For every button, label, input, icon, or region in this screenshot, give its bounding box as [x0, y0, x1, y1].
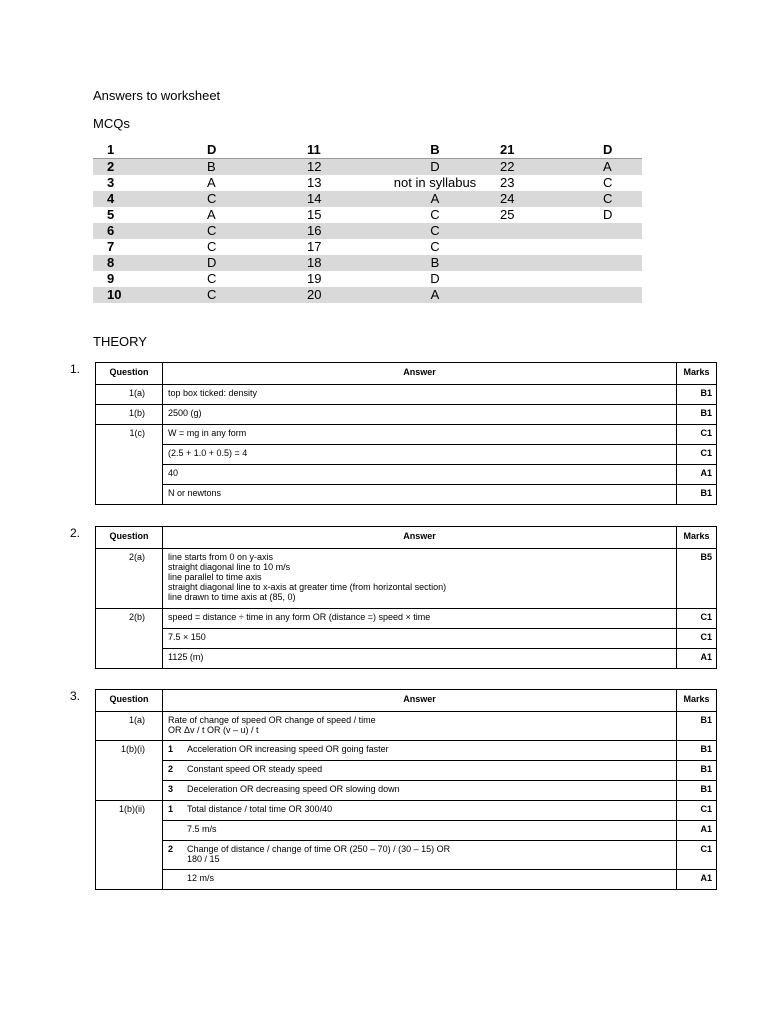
- mcq-answer-table: [93, 142, 642, 303]
- table-row: 1125 (m) A1: [96, 649, 717, 669]
- mcq-row: 2 B 12 D 22 A: [93, 159, 642, 176]
- marks-header: Marks: [677, 690, 717, 712]
- question-header: Question: [96, 363, 163, 385]
- table-row: 3 Deceleration OR decreasing speed OR slowing down B1: [96, 781, 717, 801]
- question-header: Question: [96, 527, 163, 549]
- mark-scheme-table-3: [95, 689, 717, 890]
- table-row: 2 Change of distance / change of time OR (250 – 70) / (30 – 15) OR 180 / 15 C1: [96, 841, 717, 870]
- table-row: 2(b) speed = distance ÷ time in any form OR (distance =) speed × time C1: [96, 609, 717, 629]
- question-number-2: 2.: [70, 526, 81, 540]
- mark-scheme-table-1: [95, 362, 717, 505]
- table-row: 1(a) Rate of change of speed OR change of speed / time OR Δv / t OR (v – u) / t B1: [96, 712, 717, 741]
- question-header: Question: [96, 690, 163, 712]
- table-row: N or newtons B1: [96, 485, 717, 505]
- mcq-row: 5 A 15 C 25 D: [107, 207, 613, 222]
- table-row: 1(a) top box ticked: density B1: [96, 385, 717, 405]
- mcq-row: 3 A 13 not in syllabus 23 C: [107, 175, 613, 190]
- table-row: 1(c) W = mg in any form C1: [96, 425, 717, 445]
- table-row: 1(b)(i) 1 Acceleration OR increasing speed OR going faster B1: [96, 741, 717, 761]
- page-heading: Answers to worksheet: [93, 88, 221, 103]
- table-row: 12 m/s A1: [96, 870, 717, 890]
- question-number-3: 3.: [70, 689, 81, 703]
- mcq-row: 7 C 17 C: [107, 239, 440, 254]
- table-header-row: [96, 363, 717, 385]
- mark-scheme-table-2: [95, 526, 717, 669]
- table-row: 1(b)(ii) 1 Total distance / total time OR 300/40 C1: [96, 801, 717, 821]
- table-row: (2.5 + 1.0 + 0.5) = 4 C1: [96, 445, 717, 465]
- table-row: 1(b) 2500 (g) B1: [96, 405, 717, 425]
- theory-heading: THEORY: [93, 334, 147, 349]
- table-header-row: [96, 690, 717, 712]
- table-row: 7.5 × 150 C1: [96, 629, 717, 649]
- mcq-heading: MCQs: [93, 116, 130, 131]
- table-row: 7.5 m/s A1: [96, 821, 717, 841]
- mcq-row: 8 D 18 B: [93, 255, 642, 271]
- table-header-row: [96, 527, 717, 549]
- mcq-row: 9 C 19 D: [107, 271, 440, 286]
- mcq-row: 10 C 20 A: [93, 287, 642, 303]
- table-row: 2 Constant speed OR steady speed B1: [96, 761, 717, 781]
- marks-header: Marks: [677, 363, 717, 385]
- question-number-1: 1.: [70, 362, 81, 376]
- table-row: 2(a) line starts from 0 on y-axis straight diagonal line to 10 m/s line parallel to time axis straight diagonal line to x-axis at greater time (from horizontal section) line drawn to time axis at (85, 0) B5: [96, 549, 717, 609]
- answer-header: Answer: [163, 527, 677, 549]
- mcq-row: 6 C 16 C: [93, 223, 642, 239]
- table-row: 40 A1: [96, 465, 717, 485]
- mcq-row: 4 C 14 A 24 C: [93, 191, 642, 207]
- marks-header: Marks: [677, 527, 717, 549]
- answer-header: Answer: [163, 690, 677, 712]
- mcq-row: 1 D 11 B 21 D: [93, 142, 642, 159]
- answer-header: Answer: [163, 363, 677, 385]
